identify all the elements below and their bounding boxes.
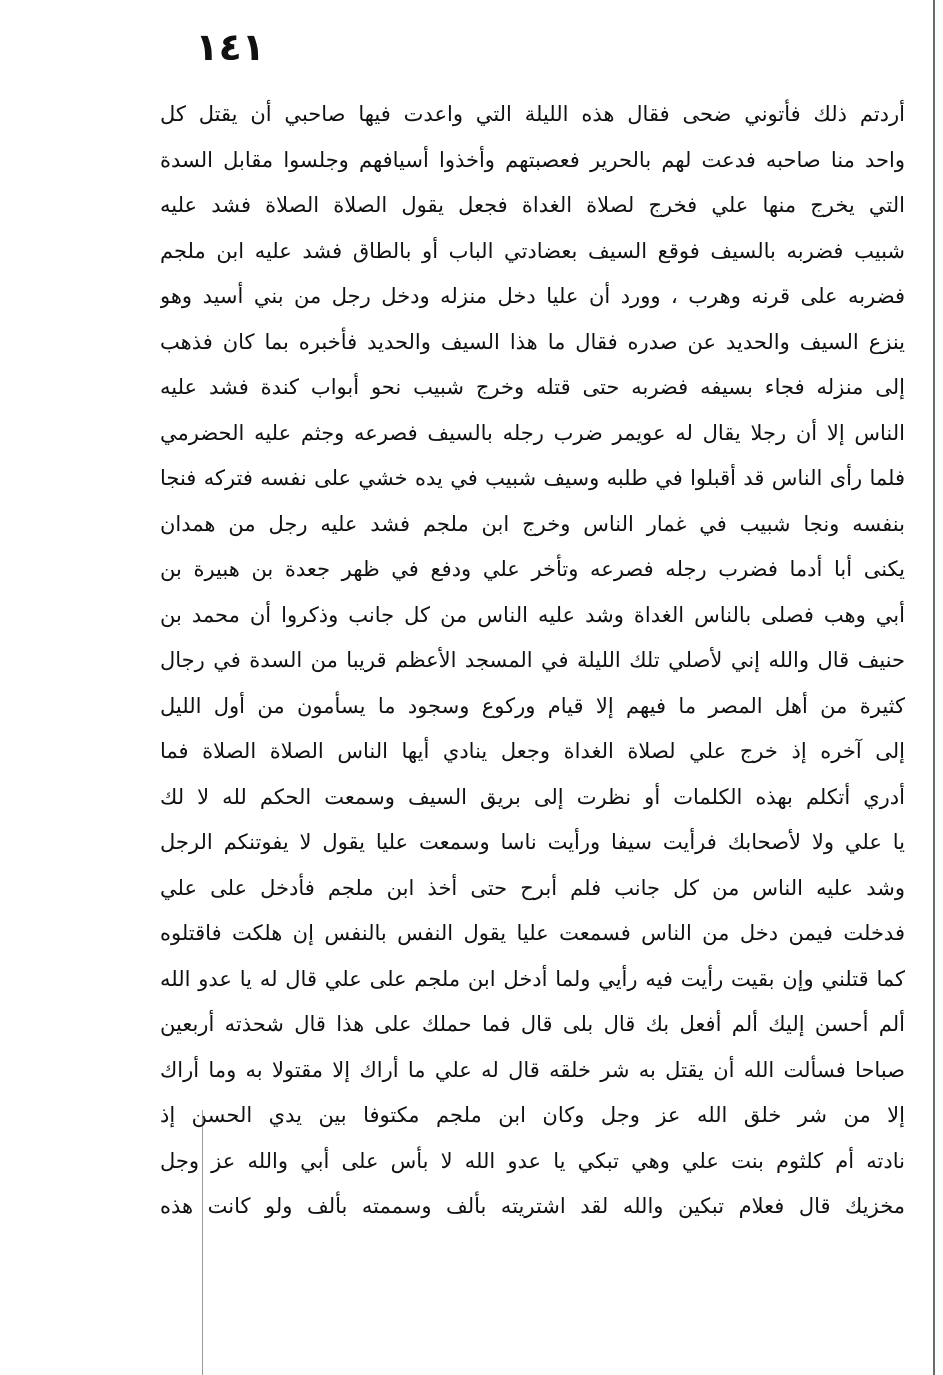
page-number: ١٤١ [195,25,265,69]
text-line: حنيف قال والله إني لأصلي تلك الليلة في المسجد الأعظم قريبا من السدة في رجال [160,648,905,672]
text-line: إلى آخره إذ خرج علي لصلاة الغداة وجعل ينادي أيها الناس الصلاة الصلاة فما [160,739,905,763]
text-line: التي يخرج منها علي فخرج لصلاة الغداة فجعل يقول الصلاة الصلاة فشد عليه [160,193,905,217]
text-line: أبي وهب فصلى بالناس الغداة وشد عليه الناس من كل جانب وذكروا أن محمد بن [160,602,905,627]
text-line: يا علي ولا لأصحابك فرأيت سيفا ورأيت ناسا وسمعت عليا يقول لا يفوتنكم الرجل [160,830,905,854]
text-line: فضربه على قرنه وهرب ، وورد أن عليا دخل منزله ودخل رجل من بني أسيد وهو [160,284,905,308]
text-line: يكنى أبا أدما فضرب رجله فصرعه وتأخر علي ودفع في ظهر جعدة بن هبيرة بن [160,557,905,581]
text-line: ألم أحسن إليك ألم أفعل بك قال بلى قال فما حملك على هذا قال شحذته أربعين [160,1012,905,1036]
text-line: ينزع السيف والحديد عن صدره فقال ما هذا السيف والحديد فأخبره بما كان فذهب [160,329,905,354]
body-text [160,92,905,1230]
text-line: إلا من شر خلق الله عز وجل وكان ابن ملجم مكتوفا بين يدي الحسن إذ [160,1103,905,1127]
text-line: بنفسه ونجا شبيب في غمار الناس وخرج ابن ملجم فشد عليه رجل من همدان [160,511,905,536]
text-line: إلى منزله فجاء بسيفه فضربه حتى قتله وخرج شبيب نحو أبواب كندة فشد عليه [160,375,905,399]
page-edge-line [933,0,935,1375]
text-line: صباحا فسألت الله أن يقتل به شر خلقه قال له علي ما أراك إلا مقتولا به وما أراك [160,1057,905,1082]
text-line: أدري أتكلم بهذه الكلمات أو نظرت إلى بريق السيف وسمعت الحكم لله لا لك [160,784,905,809]
text-line: أردتم ذلك فأتوني ضحى فقال هذه الليلة التي واعدت فيها صاحبي أن يقتل كل [160,102,905,126]
text-line: كما قتلني وإن بقيت رأيت فيه رأيي ولما أدخل ابن ملجم على علي قال له يا عدو الله [160,966,905,991]
text-line: واحد منا صاحبه فدعت لهم بالحرير فعصبتهم وأخذوا أسيافهم وجلسوا مقابل السدة [160,147,905,172]
text-line: الناس إلا أن رجلا يقال له عويمر ضرب رجله بالسيف فصرعه وجثم عليه الحضرمي [160,420,905,445]
text-line: نادته أم كلثوم بنت علي وهي تبكي يا عدو الله لا بأس على أبي والله عز وجل [160,1148,905,1173]
text-line: فلما رأى الناس قد أقبلوا في طلبه وسيف شبيب في يده خشي على نفسه فتركه فنجا [160,466,905,490]
text-line: كثيرة من أهل المصر ما فيهم إلا قيام وركوع وسجود ما يسأمون من أول الليل [160,693,905,718]
text-line: وشد عليه الناس من كل جانب فلم أبرح حتى أخذ ابن ملجم فأدخل على علي [160,875,905,900]
text-line: شبيب فضربه بالسيف فوقع السيف بعضادتي الباب أو بالطاق فشد عليه ابن ملجم [160,238,905,263]
text-line: فدخلت فيمن دخل من الناس فسمعت عليا يقول النفس بالنفس إن هلكت فاقتلوه [160,921,905,945]
text-line: مخزيك قال فعلام تبكين والله لقد اشتريته بألف وسممته بألف ولو كانت هذه [160,1194,905,1218]
